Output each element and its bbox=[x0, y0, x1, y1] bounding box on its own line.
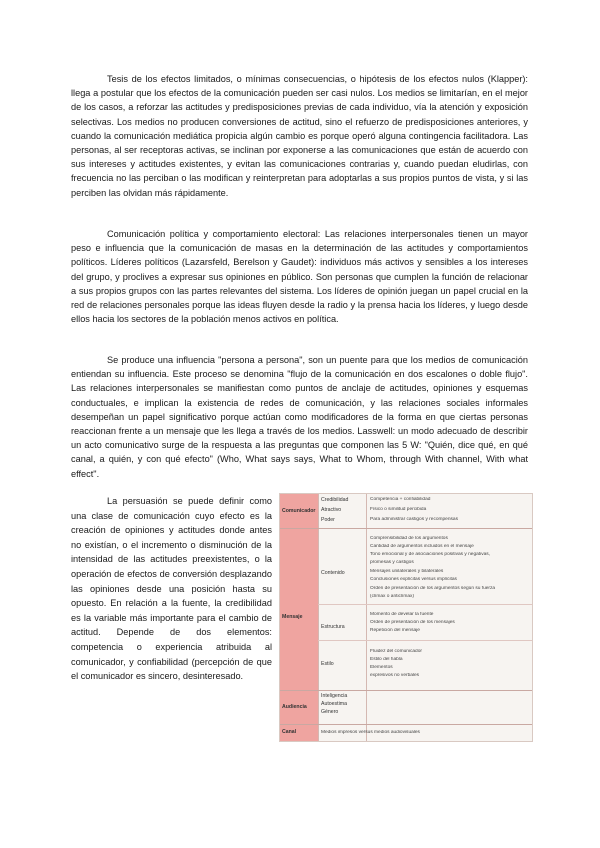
paragraph-persona-a-persona: Se produce una influencia "persona a persona", son un puente para que los medios de comunicación entiendan su influencia. Este proceso se denomina "flujo de la comunicación en dos escalones o doble flujo". Las relaciones interpersonales se manifiestan como puntos de anclaje de actitudes, opiniones y esquemas conductuales, e implican la existencia de redes de comunicación, y las relaciones sociales informales desempeñan un papel significativo porque actúan como modificadores de la forma en que ciertas personas reaccionan frente a un mensaje que les llega a través de los medios. Lasswell: un modo adecuado de describir un acto comunicativo surge de la respuesta a las preguntas que componen las 5 W: "Quién, dice qué, en qué canal, a quién, y con qué efecto" (Who, What says says, What to Whom, through With channel, With what effect". bbox=[71, 355, 528, 479]
audiencia-item: Autoestima bbox=[321, 701, 347, 707]
contenido-item: promesas y castigos bbox=[370, 560, 414, 565]
sublabel-contenido: Contenido bbox=[321, 570, 345, 576]
contenido-item: Tono emocional y de asociaciones positivas y negativas, bbox=[370, 552, 490, 557]
contenido-item: Comprensibilidad de los argumentos bbox=[370, 536, 448, 541]
sublabel-estructura: Estructura bbox=[321, 624, 345, 630]
estructura-item: Repetición del mensaje bbox=[370, 628, 420, 633]
estilo-item: Estilo del habla bbox=[370, 657, 403, 662]
sublabel-credibilidad: Credibilidad bbox=[321, 497, 349, 503]
estructura-item: Momento de develar la fuente bbox=[370, 612, 434, 617]
sublabel-atractivo: Atractivo bbox=[321, 507, 342, 513]
estructura-item: Orden de presentación de los mensajes bbox=[370, 620, 455, 625]
paragraph-persuasion: La persuasión se puede definir como una clase de comunicación cuyo efecto es la creación de opiniones y actitudes donde antes no existían, o el incremento o disminución de la intensidad de las actitudes preexistentes, o la operación de efectos de conversión desplazando las opiniones desde una posición hasta su opuesto. En relación a la fuente, la credibilidad es la variable más importante para el cambio de actitud. Depende de dos elementos: competencia o experiencia atribuida al comunicador, y confiabilidad (percepción de que el comunicador es sincero, desinteresado. bbox=[71, 496, 272, 682]
canal-item: Medios impresos versus medios audiovisuales bbox=[321, 730, 420, 735]
audiencia-item: Inteligencia bbox=[321, 693, 348, 699]
contenido-item: Orden de presentación de los argumentos según su fuerza bbox=[370, 586, 496, 591]
estilo-item: Elementos bbox=[370, 665, 393, 670]
category-canal: Canal bbox=[282, 729, 297, 735]
persuasion-variables-table bbox=[279, 493, 533, 742]
paragraph-comunicacion-politica: Comunicación política y comportamiento electoral: Las relaciones interpersonales tienen un mayor peso e influencia que la comunicación de masas en la determinación de las actitudes y comportamientos políticos. Líderes políticos (Lazarsfeld, Berelson y Gaudet): individuos más activos y sensibles a los intereses del grupo, y proclives a expresar sus opiniones en público. Son personas que cumplen la función de relacionar a sus propios grupos con las partes relevantes del sistema. Los líderes de opinión juegan un papel crucial en la red de relaciones personales porque las ideas fluyen desde la radio y la prensa hacia los líderes, y luego desde ellos hacia los sectores de la población menos activos en política. bbox=[71, 229, 528, 325]
estilo-item: expresivos no verbales bbox=[370, 673, 420, 678]
estilo-item: Fluidez del comunicador bbox=[370, 649, 422, 654]
paragraph-efectos-limitados: Tesis de los efectos limitados, o mínimas consecuencias, o hipótesis de los efectos nulos (Klapper): llega a postular que los efectos de la comunicación pueden ser casi nulos. Los medios se limitarían, en el mejor de los casos, a reforzar las actitudes y predisposiciones previas de cada individuo, vía la atención y exposición selectivas. Los medios no producen conversiones de actitud, sino el refuerzo de predisposiciones anteriores, y cuando la comunicación mediática propicia algún cambio es porque operó alguna contingencia facilitadora. Las personas, al ser receptoras activas, se inclinan por exponerse a las comunicaciones que están de acuerdo con sus intereses y actitudes existentes, y evitan las comunicaciones contrarias y, cuando puedan eludirlas, con frecuencia no las perciban o las modifican y reinterpretan para adoptarlas a sus propios puntos de vista, y si las perciben las olvidan más rápidamente. bbox=[71, 74, 528, 198]
audiencia-item: Género bbox=[321, 709, 339, 715]
contenido-item: Mensajes unilaterales y bilaterales bbox=[370, 569, 444, 574]
category-audiencia: Audiencia bbox=[282, 704, 307, 710]
contenido-item: Cantidad de argumentos incluidos en el mensaje bbox=[370, 544, 474, 549]
category-comunicador: Comunicador bbox=[282, 508, 316, 514]
contenido-item: (clímax o anticlímax) bbox=[370, 594, 414, 599]
item-credibilidad: Competencia + confiabilidad bbox=[370, 497, 431, 502]
sublabel-estilo: Estilo bbox=[321, 661, 334, 667]
item-atractivo: Físico o similitud percibida bbox=[370, 507, 427, 512]
category-mensaje: Mensaje bbox=[282, 614, 303, 620]
item-poder: Para administrar castigos y recompensas bbox=[370, 517, 458, 522]
sublabel-poder: Poder bbox=[321, 517, 335, 523]
contenido-item: Conclusiones explícitas versus implícitas bbox=[370, 577, 457, 582]
